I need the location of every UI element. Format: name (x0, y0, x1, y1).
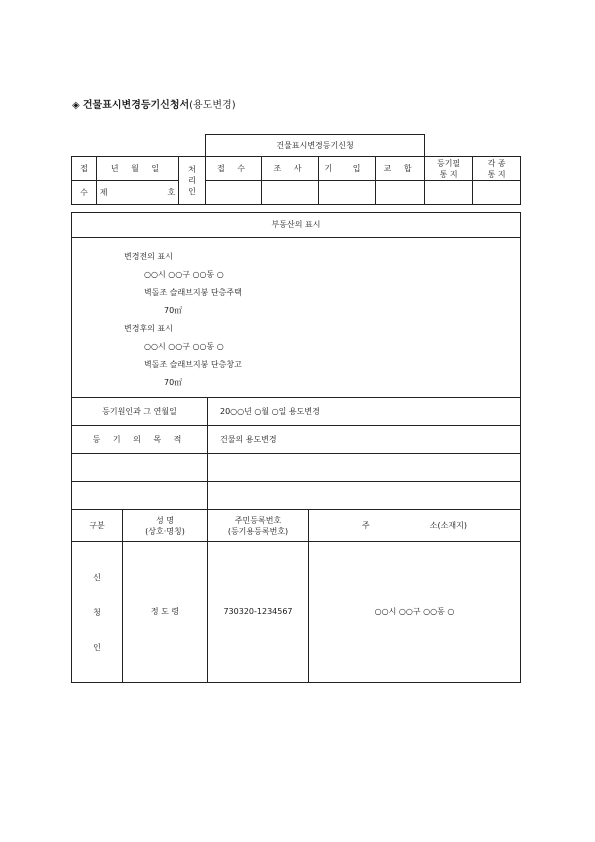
title-suffix: (용도변경) (189, 100, 236, 111)
receipt-col-josa: 조 사 (262, 157, 319, 181)
receipt-jeop: 접 (72, 157, 97, 181)
property-description (72, 238, 521, 398)
receipt-table (71, 134, 521, 205)
receipt-col-gakjong: 각 종 통 지 (473, 157, 521, 181)
receipt-date-label: 년 월 일 (97, 157, 179, 181)
receipt-cell-josa (262, 181, 319, 205)
receipt-je-ho: 제 호 (97, 181, 179, 205)
col-type-header: 구분 (72, 510, 123, 542)
applicant-name: 정 도 령 (123, 542, 208, 683)
before-label: 변경전의 표시 (124, 252, 173, 261)
diamond-marker-icon: ◈ (72, 100, 80, 111)
receipt-col-jeopsu: 접 수 (206, 157, 262, 181)
receipt-cell-gakjong (473, 181, 521, 205)
after-structure: 벽돌조 슬래브지붕 단층창고 (144, 360, 242, 369)
receipt-col-gyohap: 교 합 (376, 157, 425, 181)
receipt-col-giip: 기 입 (319, 157, 376, 181)
receipt-top-header: 건물표시변경등기신청 (206, 135, 425, 157)
receipt-cell-deunggi (425, 181, 473, 205)
cause-label: 등기원인과 그 연월일 (72, 398, 208, 426)
applicant-table (71, 509, 521, 683)
before-area: 70㎡ (164, 306, 183, 315)
blank-row-1-value (208, 454, 521, 482)
purpose-label: 등 기 의 목 적 (72, 426, 208, 454)
receipt-col-deunggi: 등기필 통 지 (425, 157, 473, 181)
applicant-type: 신 청 인 (72, 542, 123, 683)
after-label: 변경후의 표시 (124, 324, 173, 333)
receipt-cell-giip (319, 181, 376, 205)
cause-value: 20○○년 ○월 ○일 용도변경 (208, 398, 521, 426)
after-area: 70㎡ (164, 378, 183, 387)
blank-row-1-label (72, 454, 208, 482)
after-address: ○○시 ○○구 ○○동 ○ (144, 342, 224, 351)
applicant-id-number: 730320-1234567 (208, 542, 309, 683)
purpose-value: 건물의 용도변경 (208, 426, 521, 454)
title-main: 건물표시변경등기신청서 (82, 100, 190, 111)
receipt-cell-gyohap (376, 181, 425, 205)
blank-row-2-label (72, 482, 208, 510)
receipt-cell-jeopsu (206, 181, 262, 205)
col-address-header: 주 소(소재지) (309, 510, 521, 542)
applicant-address: ○○시 ○○구 ○○동 ○ (309, 542, 521, 683)
before-structure: 벽돌조 슬래브지붕 단층주택 (144, 288, 242, 297)
receipt-cheoriin: 처 리 인 (179, 157, 206, 205)
col-id-header: 주민등록번호 (등기용등록번호) (208, 510, 309, 542)
col-name-header: 성 명 (상호·명칭) (123, 510, 208, 542)
blank-row-2-value (208, 482, 521, 510)
before-address: ○○시 ○○구 ○○동 ○ (144, 270, 224, 279)
receipt-su: 수 (72, 181, 97, 205)
document-title (72, 96, 236, 111)
property-table (71, 212, 521, 510)
property-section-header: 부동산의 표시 (72, 213, 521, 238)
